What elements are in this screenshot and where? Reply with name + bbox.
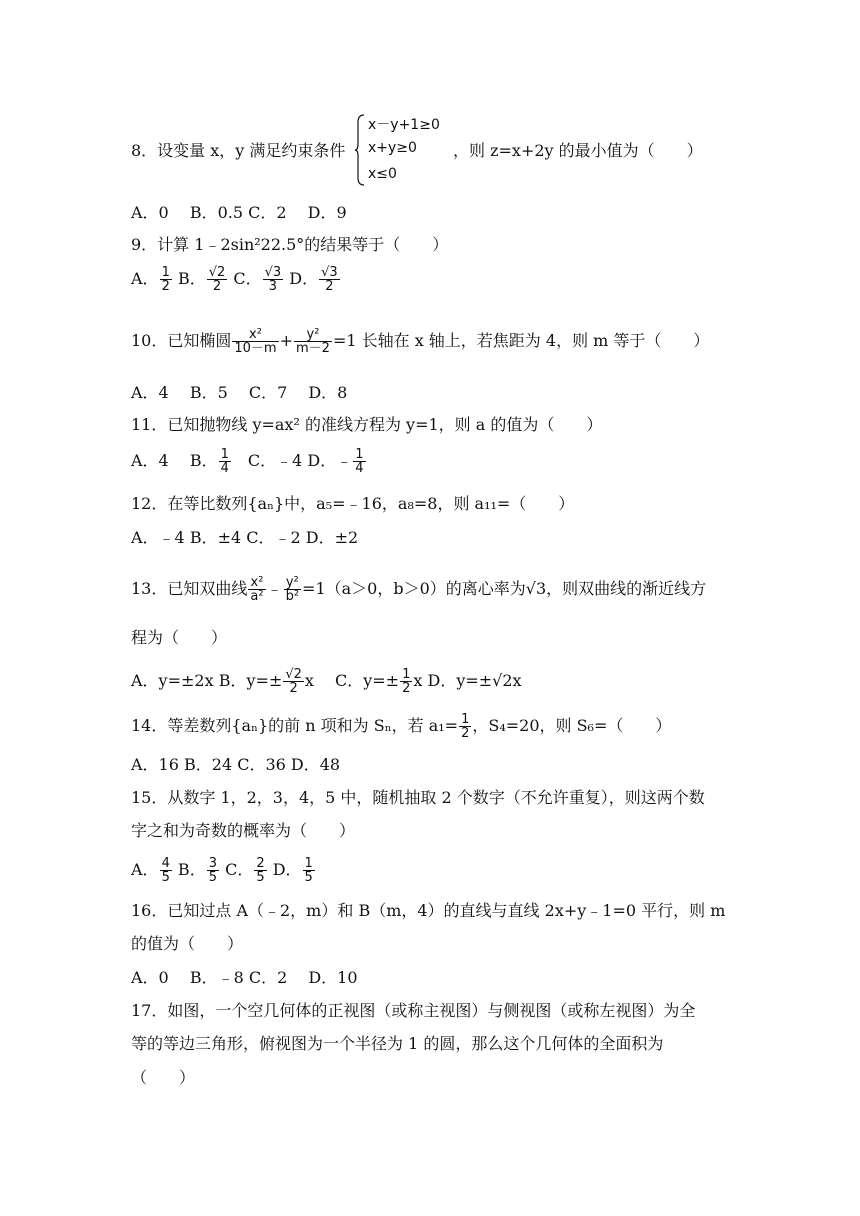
q11-d-den: 4 — [355, 461, 364, 476]
q9-a-num: 1 — [161, 265, 170, 280]
q11-b-frac — [219, 448, 231, 475]
q14-num: 1 — [461, 712, 470, 727]
q9-d-num: √3 — [321, 265, 338, 280]
q8-tail-text: ，则 z=x+2y 的最小值为（ ） — [453, 141, 703, 160]
q9-opt-c-frac — [263, 266, 284, 293]
q9-opt-d-frac — [319, 266, 340, 293]
q9-d-den: 2 — [325, 279, 334, 294]
q16-options: A．0 B．﹣8 C．2 D．10 — [131, 968, 358, 987]
q13-tail: =1（a＞0，b＞0）的离心率为√3，则双曲线的渐近线方 — [302, 579, 707, 598]
q13-f2-den: b² — [285, 589, 300, 604]
q13-f1-num: x² — [248, 576, 265, 590]
q10-pre: 10．已知椭圆 — [131, 331, 232, 350]
q15-d-den: 5 — [304, 870, 313, 885]
q9-c-den: 3 — [268, 279, 278, 294]
q11-opt-ab: A．4 B． — [131, 451, 218, 470]
q9-opt-a-label: A． — [131, 269, 159, 288]
q13-f2-num: y² — [284, 576, 301, 590]
q13-minus: ﹣ — [266, 579, 283, 598]
q9-a-den: 2 — [161, 279, 170, 294]
q8-stem-text: 8．设变量 x，y 满足约束条件 — [131, 141, 346, 160]
q16-line2: 的值为（ ） — [131, 934, 244, 953]
q17-line2: 等的等边三角形，俯视图为一个半径为 1 的圆，那么这个几何体的全面积为 — [131, 1034, 664, 1053]
q14-stem — [131, 713, 671, 740]
q15-d-num: 1 — [304, 856, 313, 871]
q9-opt-c-label: C． — [233, 269, 262, 288]
q15-a-frac — [160, 857, 172, 884]
brace-icon — [355, 114, 365, 186]
q13-pre: 13．已知双曲线 — [131, 579, 248, 598]
q14-den: 2 — [461, 726, 470, 741]
q10-frac-2 — [294, 328, 332, 355]
q15-opt-d-label: D． — [267, 860, 302, 879]
q8-constraint-system — [355, 114, 450, 186]
q13-c-den: 2 — [402, 681, 411, 696]
q9-options — [131, 266, 341, 293]
q15-options — [131, 857, 316, 884]
q10-frac-1 — [232, 328, 278, 355]
q11-stem: 11．已知抛物线 y=ax² 的准线方程为 y=1，则 a 的值为（ ） — [131, 415, 603, 434]
q13-f1-den: a² — [250, 589, 264, 604]
q13-opt-c: x C．y=± — [304, 671, 400, 690]
q9-b-den: 2 — [212, 279, 222, 294]
q13-opt-d: x D．y=±√2x — [413, 671, 522, 690]
q14-tail: ，S₄=20，则 S₆=（ ） — [472, 716, 672, 735]
q15-line1: 15．从数字 1，2，3，4，5 中，随机抽取 2 个数字（不允许重复），则这两个数 — [131, 788, 705, 807]
q13-c-frac — [400, 668, 412, 695]
q15-c-frac — [254, 857, 266, 884]
q11-opt-cd: C．﹣4 D．﹣ — [231, 451, 353, 470]
q15-c-num: 2 — [256, 856, 265, 871]
q13-opt-ab: A．y=±2x B．y=± — [131, 671, 283, 690]
q10-f1-den: 10－m — [234, 341, 277, 356]
q9-opt-b-frac — [207, 266, 228, 293]
q8-cond-2: x+y≥0 — [368, 140, 417, 156]
q13-c-num: 1 — [402, 667, 411, 682]
q13-options — [131, 668, 522, 695]
q10-f1-num: x² — [232, 328, 278, 342]
q13-b-num: √2 — [285, 667, 302, 682]
q10-stem — [131, 328, 709, 355]
q8-cond-3: x≤0 — [368, 166, 397, 182]
q15-opt-c-label: C． — [219, 860, 254, 879]
q15-d-frac — [303, 857, 315, 884]
q9-opt-d-label: D． — [289, 269, 319, 288]
q13-frac-2 — [284, 576, 301, 603]
q8-options: A．0 B．0.5 C．2 D．9 — [131, 203, 347, 222]
q9-c-num: √3 — [264, 265, 282, 280]
q10-f2-den: m－2 — [296, 341, 330, 356]
q15-b-den: 5 — [208, 870, 217, 885]
q15-a-num: 4 — [161, 856, 170, 871]
q11-b-num: 1 — [220, 447, 229, 462]
q12-stem: 12．在等比数列{aₙ}中，a₅=﹣16，a₈=8，则 a₁₁=（ ） — [131, 494, 575, 513]
q8-tail — [453, 141, 703, 161]
q13-line2: 程为（ ） — [131, 628, 228, 647]
q15-b-frac — [207, 857, 219, 884]
q16-line1: 16．已知过点 A（﹣2，m）和 B（m，4）的直线与直线 2x+y﹣1=0 平行，则 m — [131, 901, 726, 920]
q9-opt-b-label: B． — [177, 269, 206, 288]
q17-line3: （ ） — [131, 1068, 196, 1087]
q11-d-frac — [353, 448, 365, 475]
q14-pre: 14．等差数列{aₙ}的前 n 项和为 Sₙ，若 a₁= — [131, 716, 459, 735]
q11-d-num: 1 — [355, 447, 364, 462]
q13-b-frac — [283, 668, 304, 695]
q15-line2: 字之和为奇数的概率为（ ） — [131, 821, 356, 840]
q10-plus: + — [279, 331, 293, 350]
q17-line1: 17．如图，一个空几何体的正视图（或称主视图）与侧视图（或称左视图）为全 — [131, 1001, 696, 1020]
q15-opt-a-label: A． — [131, 860, 159, 879]
q10-options: A．4 B．5 C．7 D．8 — [131, 383, 348, 402]
q15-opt-b-label: B． — [172, 860, 206, 879]
q13-stem — [131, 576, 706, 603]
q15-a-den: 5 — [161, 870, 170, 885]
q10-tail: =1 长轴在 x 轴上，若焦距为 4，则 m 等于（ ） — [332, 331, 710, 350]
q14-options: A．16 B．24 C．36 D．48 — [131, 755, 341, 774]
q15-c-den: 5 — [256, 870, 265, 885]
q11-b-den: 4 — [220, 461, 229, 476]
q11-options — [131, 448, 367, 475]
q8-cond-1: x－y+1≥0 — [368, 117, 440, 133]
q9-stem: 9．计算 1﹣2sin²22.5°的结果等于（ ） — [131, 235, 449, 254]
q13-b-den: 2 — [289, 681, 298, 696]
q9-b-num: √2 — [208, 265, 226, 280]
q9-opt-a-frac — [160, 266, 172, 293]
q14-frac — [459, 713, 471, 740]
q12-options: A．﹣4 B．±4 C．﹣2 D．±2 — [131, 528, 359, 547]
q15-b-num: 3 — [208, 856, 217, 871]
q13-frac-1 — [248, 576, 265, 603]
q8-stem — [131, 141, 345, 161]
q10-f2-num: y² — [294, 328, 332, 342]
